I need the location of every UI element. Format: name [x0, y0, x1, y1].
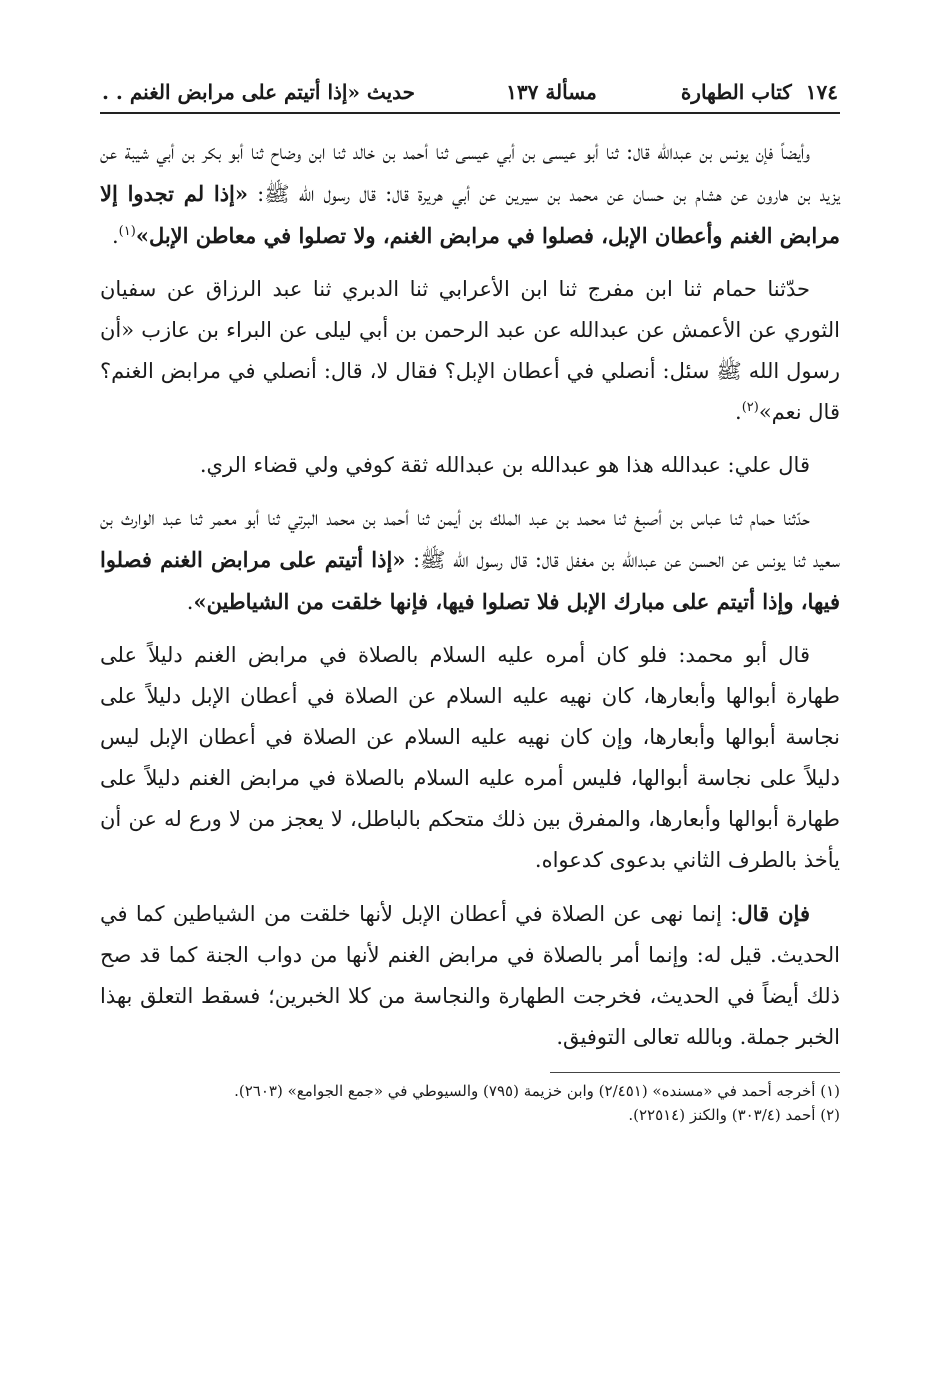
paragraph-text: قال علي: عبدالله هذا هو عبدالله بن عبدالله ثقة كوفي ولي قضاء الري.: [199, 453, 810, 477]
paragraph-end: .: [735, 400, 742, 424]
book-title: كتاب الطهارة: [680, 80, 792, 104]
footnote-ref-1: (١): [118, 224, 136, 239]
paragraph-text: : إنما نهى عن الصلاة في أعطان الإبل لأنها خلقت من الشياطين كما في الحديث. قيل له: وإنما أمر بالصلاة في مرابض الغنم لأنها من دواب الجنة كما قد صح ذلك أيضاً في الحديث، فخرجت الطهارة والنجاسة من كلا الخبرين؛ فسقط التعلق بهذا الخبر جملة. وبالله تعالى التوفيق.: [100, 902, 840, 1049]
book-page: [100, 80, 840, 1127]
paragraph-text: قال أبو محمد: فلو كان أمره عليه السلام بالصلاة في مرابض الغنم دليلاً على طهارة أبوالها وأبعارها، كان نهيه عليه السلام عن الصلاة في أعطان الإبل دليلاً على نجاسة أبوالها وأبعارها، وإن كان نهيه عليه السلام عن الصلاة في أعطان الإبل ليس دليلاً على نجاسة أبوالها، فليس أمره عليه السلام بالصلاة في مرابض الغنم دليلاً على طهارة أبوالها وأبعارها، والمفرق بين ذلك متحكم بالباطل، لا يعجز من لا ورع له عن أن يأخذ بالطرف الثاني بدعوى كدعواه.: [100, 643, 840, 872]
paragraph-3: [100, 445, 840, 486]
paragraph-5: [100, 635, 840, 881]
objection-lead-bold: فإن قال: [737, 901, 810, 926]
paragraph-end: .: [186, 590, 194, 614]
paragraph-text: حدّثنا حمام ثنا ابن مفرج ثنا ابن الأعرابي ثنا الدبري ثنا عبد الرزاق عن سفيان الثوري عن الأعمش عن عبدالله عن عبد الرحمن بن أبي ليلى عن البراء بن عازب «أن رسول الله ﷺ سئل: أنصلي في أعطان الإبل؟ فقال لا، قال: أنصلي في مرابض الغنم؟ قال نعم»: [100, 277, 840, 424]
paragraph-end: .: [111, 224, 119, 248]
paragraph-2: [100, 269, 840, 433]
main-text: [100, 114, 840, 1058]
hadith-quote-bold: «إذا لم تجدوا إلا مرابض الغنم وأعطان الإبل، فصلوا في مرابض الغنم، ولا تصلوا في معاطن الإبل»: [100, 181, 840, 248]
page-header: [100, 80, 840, 114]
issue-number: مسألة ١٣٧: [506, 80, 597, 104]
paragraph-text: وأيضاً فإن يونس بن عبدالله قال: ثنا أبو عيسى بن أبي عيسى ثنا أحمد بن خالد ثنا ابن وضاح ثنا أبو بكر بن أبي شيبة عن يزيد بن هارون عن هشام بن حسان عن محمد بن سيرين عن أبي هريرة قال: قال رسول الله ﷺ:: [100, 140, 840, 206]
paragraph-6: [100, 893, 840, 1058]
hadith-quote-bold: «إذا أتيتم على مرابض الغنم فصلوا فيها، وإذا أتيتم على مبارك الإبل فلا تصلوا فيها، فإنها خلقت من الشياطين»: [100, 547, 840, 614]
footnote-1: (١) أخرجه أحمد في «مسنده» (٢/٤٥١) وابن خزيمة (٧٩٥) والسيوطي في «جمع الجوامع» (٢٦٠٣).: [234, 1082, 840, 1100]
footnote-2: (٢) أحمد (٣٠٣/٤) والكنز (٢٢٥١٤).: [628, 1106, 840, 1124]
page-number: ١٧٤: [805, 80, 838, 104]
header-right-group: [506, 80, 838, 104]
hadith-title: حديث «إذا أتيتم على مرابض الغنم . .: [102, 80, 415, 104]
footnotes: [100, 1073, 840, 1127]
paragraph-1: [100, 132, 840, 257]
paragraph-text: حدّثنا حمام ثنا عباس بن أصبغ ثنا محمد بن عبد الملك بن أيمن ثنا أحمد بن محمد البرتي ثنا أبو معمر ثنا عبد الوارث بن سعيد ثنا يونس عن الحسن عن عبدالله بن مغفل قال: قال رسول الله ﷺ:: [100, 506, 840, 572]
paragraph-4: [100, 498, 840, 623]
footnote-ref-2: (٢): [741, 400, 759, 415]
